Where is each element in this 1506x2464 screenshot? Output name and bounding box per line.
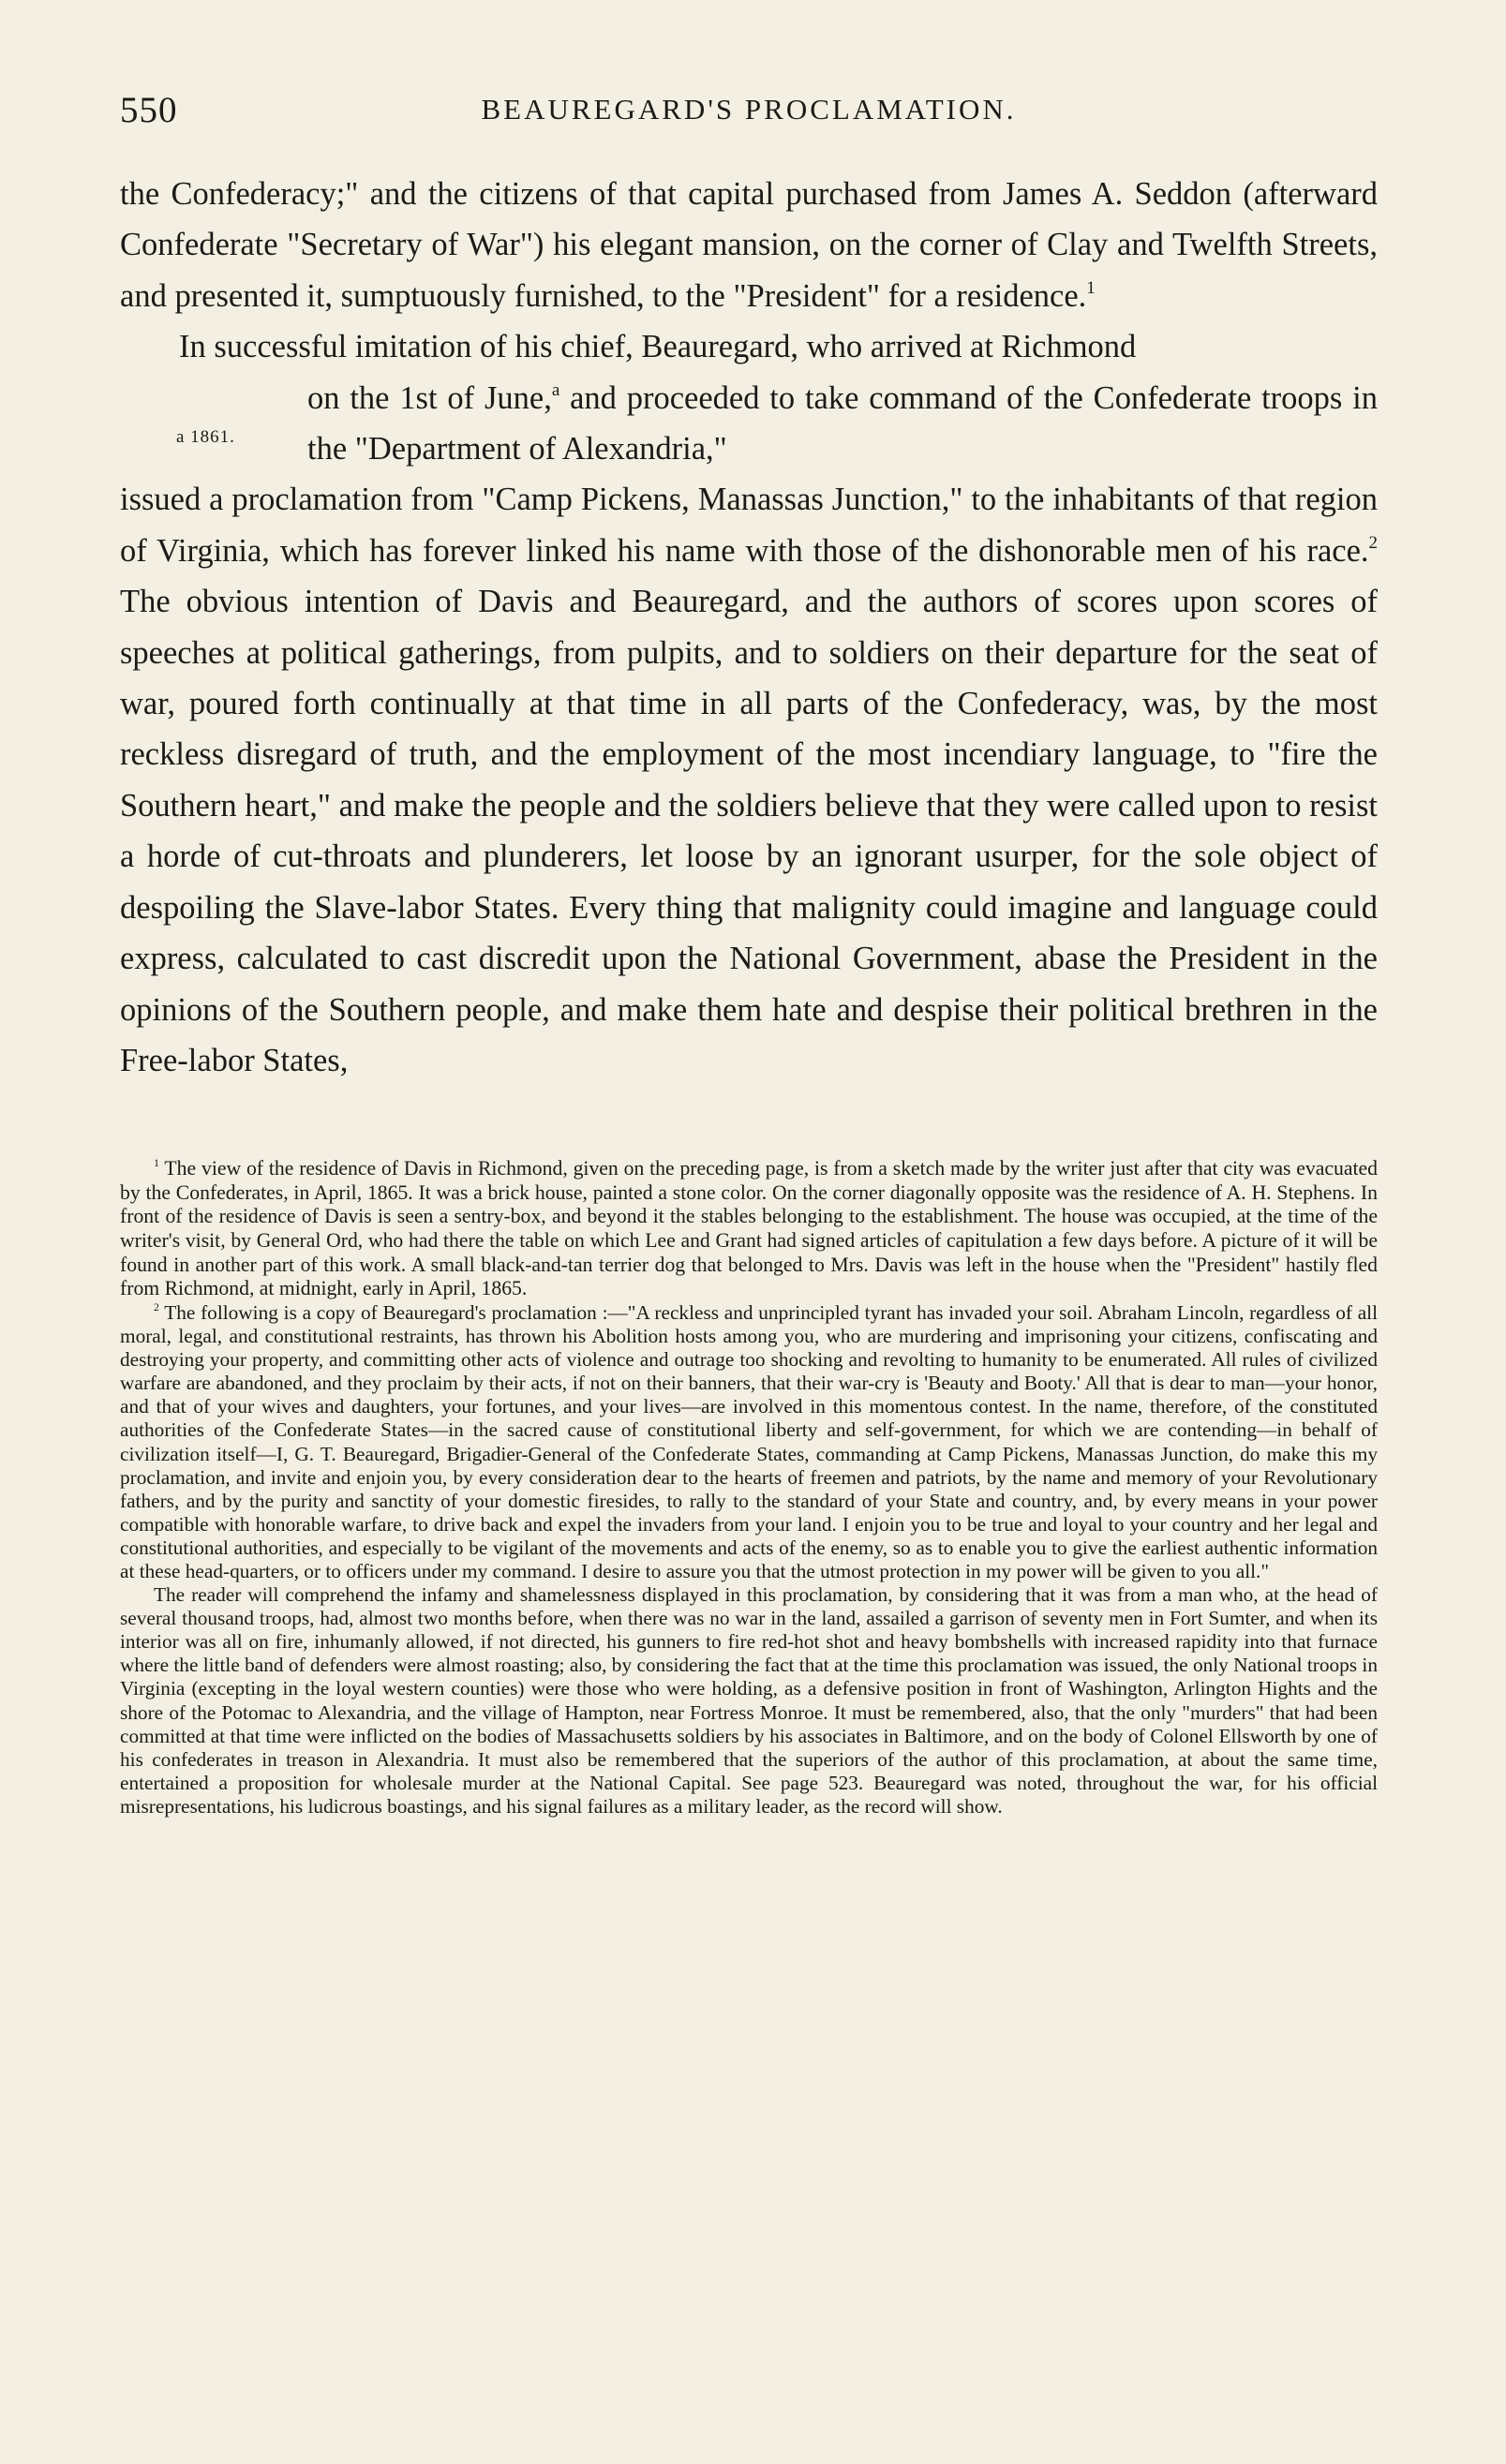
body-paragraph: In successful imitation of his chief, Beauregard, who arrived at Richmond [179, 329, 1137, 365]
footnote-ref: 1 [1086, 277, 1096, 298]
hanging-lines: on the 1st of June,$^a$ and proceeded to take command of the Confederate troops in the "Department of Alexandria," [307, 379, 1378, 468]
page-number: 550 [120, 90, 178, 130]
footnote-continuation: The reader will comprehend the infamy and shamelessness displayed in this proclamation, by considering that it was from a man who, at the head of several thousand troops, had, almost two months before, when there was no war in the land, assailed a garrison of seventy men in Fort Sumter, and when its interior was all on fire, inhumanly allowed, if not directed, his gunners to fire red-hot shot and heavy bombshells with increased rapidity into that furnace where the little band of defenders were almost roasting; also, by considering the fact that at the time this proclamation was issued, the only National troops in Virginia (excepting in the loyal western counties) were those who were holding, as a defensive position in front of Washington, Arlington Hights and the shore of the Potomac to Alexandria, and the village of Hampton, near Fortress Monroe. It must be remembered, also, that the only "murders" that had been committed at that time were inflicted on the bodies of Massachusetts soldiers by his associates in Baltimore, and on the body of Colonel Ellsworth by one of his confederates in treason in Alexandria. It must also be remembered that the superiors of the author of this proclamation, at about the same time, entertained a proposition for wholesale murder at the National Capital. See page 523. Beauregard was noted, throughout the war, for his official misrepresentations, his ludicrous boastings, and his signal failures as a military leader, as the record will show. [120, 1583, 1378, 1818]
page-header [120, 89, 1378, 136]
margin-date-note: a 1861. [176, 427, 235, 447]
body-text [120, 169, 1378, 1086]
margin-note-ref: a [551, 379, 560, 400]
footnotes [120, 1157, 1378, 1818]
footnote-marker: 2 [154, 1301, 159, 1314]
body-paragraph-continued: issued a proclamation from "Camp Pickens, Manassas Junction," to the inhabitants of that region of Virginia, which has forever linked his name with those of the dishonorable men of his race.$^2$ The obvious intention of Davis and Beauregard, and the authors of scores upon scores of speeches at political gatherings, from pulpits, and to soldiers on their departure for the seat of war, poured forth continually at that time in all parts of the Confederacy, was, by the most reckless disregard of truth, and the employment of the most incendiary language, to "fire the Southern heart," and make the people and the soldiers believe that they were called upon to resist a horde of cut-throats and plunderers, let loose by an ignorant usurper, for the sole object of despoiling the Slave-labor States. Every thing that malignity could imagine and language could express, calculated to cast discredit upon the National Government, abase the President in the opinions of the Southern people, and make them hate and despise their political brethren in the Free-labor States, [120, 482, 1378, 1078]
footnote-ref: 2 [1368, 532, 1378, 553]
footnote-marker: 1 [154, 1156, 159, 1170]
running-title: BEAUREGARD'S PROCLAMATION. [481, 93, 1017, 126]
footnote: $^1$ The view of the residence of Davis in Richmond, given on the preceding page, is from a sketch made by the writer just after that city was evacuated by the Confederates, in April, 1865. It was a brick house, painted a stone color. On the corner diagonally opposite was the residence of A. H. Stephens. In front of the residence of Davis is seen a sentry-box, and beyond it the stables belonging to the establishment. The house was occupied, at the time of the writer's visit, by General Ord, who had there the table on which Lee and Grant had signed articles of capitulation a few days before. A picture of it will be found in another part of this work. A small black-and-tan terrier dog that belonged to Mrs. Davis was left in the house when the "President" hastily fled from Richmond, at midnight, early in April, 1865. [120, 1156, 1378, 1300]
footnote: $^2$ The following is a copy of Beauregard's proclamation :—"A reckless and unprincipled tyrant has invaded your soil. Abraham Lincoln, regardless of all moral, legal, and constitutional restraints, has thrown his Abolition hosts among you, who are murdering and imprisoning your citizens, confiscating and destroying your property, and committing other acts of violence and outrage too shocking and revolting to humanity to be enumerated. All rules of civilized warfare are abandoned, and they proclaim by their acts, if not on their banners, that their war-cry is 'Beauty and Booty.' All that is dear to man—your honor, and that of your wives and daughters, your fortunes, and your lives—are involved in this momentous contest. In the name, therefore, of the constituted authorities of the Confederate States—in the sacred cause of constitutional liberty and self-government, for which we are contending—in behalf of civilization itself—I, G. T. Beauregard, Brigadier-General of the Confederate States, commanding at Camp Pickens, Manassas Junction, do make this my proclamation, and invite and enjoin you, by every consideration dear to the hearts of freemen and patriots, by the name and memory of your Revolutionary fathers, and by the purity and sanctity of your domestic firesides, to rally to the standard of your State and country, and, by every means in your power compatible with honorable warfare, to drive back and expel the invaders from your land. I enjoin you to be true and loyal to your country and her legal and constitutional authorities, and especially to be vigilant of the movements and acts of the enemy, so as to enable you to give the earliest authentic information at these head-quarters, or to officers under my command. I desire to assure you that the utmost protection in my power will be given to you all." [120, 1300, 1378, 1582]
body-paragraph: the Confederacy;" and the citizens of that capital purchased from James A. Seddon (afterward Confederate "Secretary of War") his elegant mansion, on the corner of Clay and Twelfth Streets, and presented it, sumptuously furnished, to the "President" for a residence.$^1$ [120, 176, 1378, 314]
